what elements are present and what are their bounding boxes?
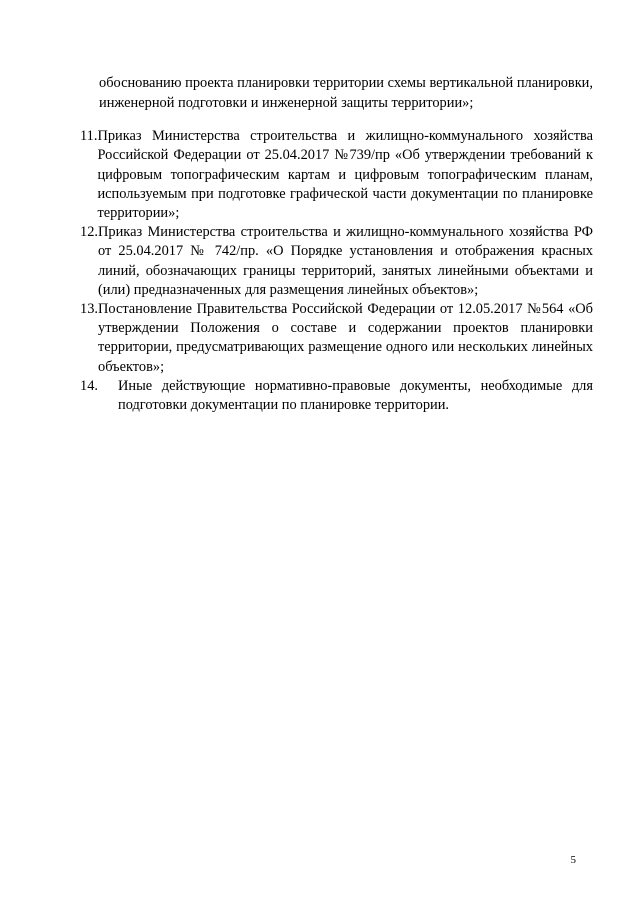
list-item-13 bbox=[80, 300, 593, 377]
list-item-number: 14. bbox=[80, 377, 98, 394]
list-item-12 bbox=[80, 223, 593, 300]
page-number: 5 bbox=[570, 854, 576, 866]
list-item-11 bbox=[80, 127, 593, 223]
list-item-number: 12. bbox=[80, 224, 98, 241]
list-item-text: Постановление Правительства Российской Федерации от 12.05.2017 №564 «Об утверждении Положения о составе и содержании проектов планировки территории, предусматривающих размещение одного или нескольких линейных объектов»; bbox=[98, 301, 593, 375]
list-item-number: 13. bbox=[80, 301, 98, 318]
document-body bbox=[80, 60, 593, 415]
list-item-text: Иные действующие нормативно-правовые документы, необходимые для подготовки документации по планировке территории. bbox=[118, 377, 593, 414]
list-item-14 bbox=[80, 377, 593, 415]
list-item-text: Приказ Министерства строительства и жилищно-коммунального хозяйства Российской Федерации от 25.04.2017 №739/пр «Об утверждении требований к цифровым топографическим картам и цифровым топографическим планам, используемым при подготовке графической части документации по планировке территории»; bbox=[97, 128, 593, 221]
list-item-text: Приказ Министерства строительства и жилищно-коммунального хозяйства РФ от 25.04.2017 № 742/пр. «О Порядке установления и отображения красных линий, обозначающих границы территорий, занятых линейными объектами и (или) предназначенных для размещения линейных объектов»; bbox=[98, 224, 593, 298]
list-item-number: 11. bbox=[80, 128, 98, 145]
continuation-paragraph: обоснованию проекта планировки территории схемы вертикальной планировки, инженерной подготовки и инженерной защиты территории»; bbox=[99, 75, 593, 111]
